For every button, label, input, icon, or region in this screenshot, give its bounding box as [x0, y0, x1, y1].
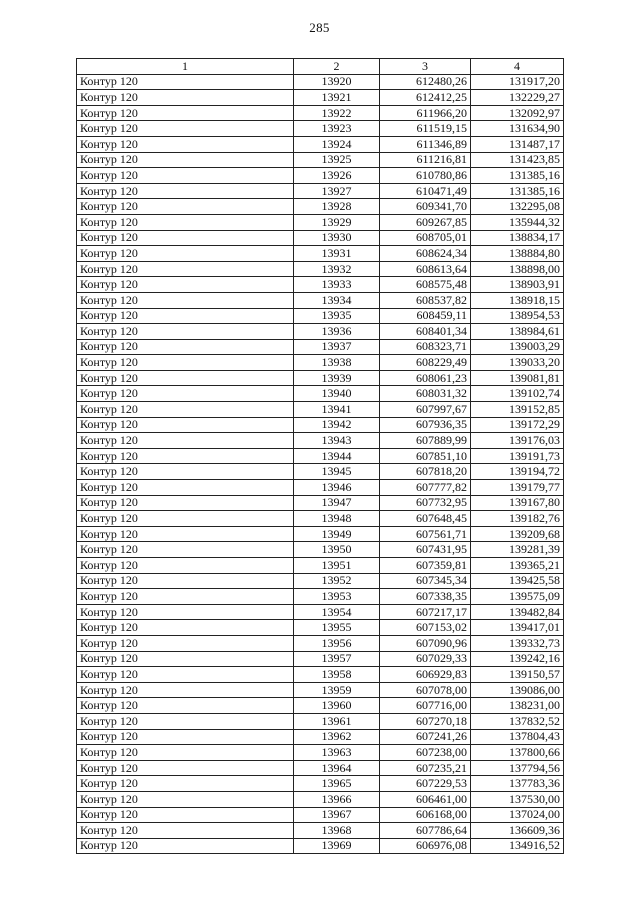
point-number-cell: 13947 [294, 495, 380, 511]
point-number-cell: 13960 [294, 698, 380, 714]
point-number-cell: 13943 [294, 433, 380, 449]
point-number-cell: 13938 [294, 355, 380, 371]
x-coordinate-cell: 612412,25 [380, 90, 471, 106]
point-number-cell: 13946 [294, 480, 380, 496]
y-coordinate-cell: 135944,32 [471, 214, 564, 230]
point-number-cell: 13949 [294, 526, 380, 542]
table-row [77, 542, 564, 558]
table-row [77, 526, 564, 542]
point-number-cell: 13925 [294, 152, 380, 168]
y-coordinate-cell: 137530,00 [471, 791, 564, 807]
point-number-cell: 13948 [294, 511, 380, 527]
y-coordinate-cell: 137832,52 [471, 713, 564, 729]
table-row [77, 823, 564, 839]
column-header-1: 1 [77, 59, 294, 75]
point-number-cell: 13958 [294, 667, 380, 683]
contour-name-cell: Контур 120 [77, 121, 294, 137]
contour-name-cell: Контур 120 [77, 199, 294, 215]
x-coordinate-cell: 612480,26 [380, 74, 471, 90]
x-coordinate-cell: 609341,70 [380, 199, 471, 215]
y-coordinate-cell: 139003,29 [471, 339, 564, 355]
x-coordinate-cell: 609267,85 [380, 214, 471, 230]
y-coordinate-cell: 139152,85 [471, 402, 564, 418]
page-number: 285 [309, 20, 330, 35]
table-row [77, 589, 564, 605]
y-coordinate-cell: 139332,73 [471, 635, 564, 651]
table-row [77, 495, 564, 511]
x-coordinate-cell: 607229,53 [380, 776, 471, 792]
contour-name-cell: Контур 120 [77, 324, 294, 340]
point-number-cell: 13941 [294, 402, 380, 418]
point-number-cell: 13957 [294, 651, 380, 667]
table-row [77, 776, 564, 792]
x-coordinate-cell: 611216,81 [380, 152, 471, 168]
y-coordinate-cell: 138898,00 [471, 261, 564, 277]
contour-name-cell: Контур 120 [77, 542, 294, 558]
x-coordinate-cell: 608061,23 [380, 370, 471, 386]
contour-name-cell: Контур 120 [77, 74, 294, 90]
x-coordinate-cell: 607090,96 [380, 635, 471, 651]
x-coordinate-cell: 607786,64 [380, 823, 471, 839]
point-number-cell: 13927 [294, 183, 380, 199]
contour-name-cell: Контур 120 [77, 152, 294, 168]
point-number-cell: 13932 [294, 261, 380, 277]
point-number-cell: 13963 [294, 745, 380, 761]
column-header-2: 2 [294, 59, 380, 75]
table-row [77, 339, 564, 355]
x-coordinate-cell: 608459,11 [380, 308, 471, 324]
table-row [77, 105, 564, 121]
table-row [77, 667, 564, 683]
contour-name-cell: Контур 120 [77, 698, 294, 714]
x-coordinate-cell: 607851,10 [380, 448, 471, 464]
point-number-cell: 13931 [294, 246, 380, 262]
table-row [77, 386, 564, 402]
contour-name-cell: Контур 120 [77, 308, 294, 324]
x-coordinate-cell: 611346,89 [380, 136, 471, 152]
y-coordinate-cell: 138954,53 [471, 308, 564, 324]
coordinates-table [76, 58, 564, 854]
contour-name-cell: Контур 120 [77, 105, 294, 121]
x-coordinate-cell: 607359,81 [380, 558, 471, 574]
table-row [77, 651, 564, 667]
point-number-cell: 13920 [294, 74, 380, 90]
table-row [77, 261, 564, 277]
x-coordinate-cell: 608705,01 [380, 230, 471, 246]
contour-name-cell: Контур 120 [77, 651, 294, 667]
x-coordinate-cell: 608613,64 [380, 261, 471, 277]
table-row [77, 838, 564, 854]
point-number-cell: 13921 [294, 90, 380, 106]
y-coordinate-cell: 139191,73 [471, 448, 564, 464]
point-number-cell: 13961 [294, 713, 380, 729]
contour-name-cell: Контур 120 [77, 776, 294, 792]
y-coordinate-cell: 137024,00 [471, 807, 564, 823]
x-coordinate-cell: 607241,26 [380, 729, 471, 745]
y-coordinate-cell: 132295,08 [471, 199, 564, 215]
table-row [77, 698, 564, 714]
contour-name-cell: Контур 120 [77, 620, 294, 636]
y-coordinate-cell: 139575,09 [471, 589, 564, 605]
point-number-cell: 13969 [294, 838, 380, 854]
contour-name-cell: Контур 120 [77, 277, 294, 293]
x-coordinate-cell: 607235,21 [380, 760, 471, 776]
contour-name-cell: Контур 120 [77, 682, 294, 698]
x-coordinate-cell: 610780,86 [380, 168, 471, 184]
contour-name-cell: Контур 120 [77, 713, 294, 729]
x-coordinate-cell: 608537,82 [380, 292, 471, 308]
point-number-cell: 13926 [294, 168, 380, 184]
point-number-cell: 13962 [294, 729, 380, 745]
table-row [77, 152, 564, 168]
contour-name-cell: Контур 120 [77, 604, 294, 620]
y-coordinate-cell: 137783,36 [471, 776, 564, 792]
table-row [77, 745, 564, 761]
x-coordinate-cell: 607338,35 [380, 589, 471, 605]
table-row [77, 136, 564, 152]
contour-name-cell: Контур 120 [77, 480, 294, 496]
point-number-cell: 13945 [294, 464, 380, 480]
point-number-cell: 13923 [294, 121, 380, 137]
table-row [77, 183, 564, 199]
y-coordinate-cell: 139176,03 [471, 433, 564, 449]
contour-name-cell: Контур 120 [77, 495, 294, 511]
contour-name-cell: Контур 120 [77, 838, 294, 854]
y-coordinate-cell: 139482,84 [471, 604, 564, 620]
x-coordinate-cell: 607777,82 [380, 480, 471, 496]
contour-name-cell: Контур 120 [77, 635, 294, 651]
contour-name-cell: Контур 120 [77, 292, 294, 308]
point-number-cell: 13922 [294, 105, 380, 121]
contour-name-cell: Контур 120 [77, 760, 294, 776]
point-number-cell: 13936 [294, 324, 380, 340]
point-number-cell: 13940 [294, 386, 380, 402]
y-coordinate-cell: 138918,15 [471, 292, 564, 308]
table-body [77, 74, 564, 854]
point-number-cell: 13935 [294, 308, 380, 324]
contour-name-cell: Контур 120 [77, 214, 294, 230]
y-coordinate-cell: 137804,43 [471, 729, 564, 745]
table-row [77, 277, 564, 293]
table-row [77, 74, 564, 90]
y-coordinate-cell: 137800,66 [471, 745, 564, 761]
contour-name-cell: Контур 120 [77, 370, 294, 386]
point-number-cell: 13924 [294, 136, 380, 152]
contour-name-cell: Контур 120 [77, 168, 294, 184]
point-number-cell: 13937 [294, 339, 380, 355]
header-row [77, 59, 564, 75]
x-coordinate-cell: 607153,02 [380, 620, 471, 636]
column-header-3: 3 [380, 59, 471, 75]
y-coordinate-cell: 139033,20 [471, 355, 564, 371]
table-row [77, 121, 564, 137]
table-row [77, 402, 564, 418]
point-number-cell: 13952 [294, 573, 380, 589]
x-coordinate-cell: 607345,34 [380, 573, 471, 589]
contour-name-cell: Контур 120 [77, 402, 294, 418]
contour-name-cell: Контур 120 [77, 729, 294, 745]
table-row [77, 292, 564, 308]
contour-name-cell: Контур 120 [77, 261, 294, 277]
contour-name-cell: Контур 120 [77, 355, 294, 371]
contour-name-cell: Контур 120 [77, 183, 294, 199]
contour-name-cell: Контур 120 [77, 573, 294, 589]
x-coordinate-cell: 608229,49 [380, 355, 471, 371]
x-coordinate-cell: 607997,67 [380, 402, 471, 418]
table-row [77, 791, 564, 807]
table-row [77, 464, 564, 480]
table-row [77, 713, 564, 729]
x-coordinate-cell: 606929,83 [380, 667, 471, 683]
contour-name-cell: Контур 120 [77, 417, 294, 433]
contour-name-cell: Контур 120 [77, 136, 294, 152]
x-coordinate-cell: 608401,34 [380, 324, 471, 340]
x-coordinate-cell: 607936,35 [380, 417, 471, 433]
contour-name-cell: Контур 120 [77, 745, 294, 761]
contour-name-cell: Контур 120 [77, 511, 294, 527]
y-coordinate-cell: 138231,00 [471, 698, 564, 714]
table-row [77, 480, 564, 496]
contour-name-cell: Контур 120 [77, 464, 294, 480]
point-number-cell: 13956 [294, 635, 380, 651]
contour-name-cell: Контур 120 [77, 823, 294, 839]
y-coordinate-cell: 139081,81 [471, 370, 564, 386]
contour-name-cell: Контур 120 [77, 433, 294, 449]
y-coordinate-cell: 131423,85 [471, 152, 564, 168]
table-row [77, 729, 564, 745]
point-number-cell: 13959 [294, 682, 380, 698]
y-coordinate-cell: 139417,01 [471, 620, 564, 636]
y-coordinate-cell: 139209,68 [471, 526, 564, 542]
y-coordinate-cell: 131487,17 [471, 136, 564, 152]
contour-name-cell: Контур 120 [77, 791, 294, 807]
table-row [77, 90, 564, 106]
table-row [77, 448, 564, 464]
table-row [77, 620, 564, 636]
x-coordinate-cell: 607889,99 [380, 433, 471, 449]
contour-name-cell: Контур 120 [77, 558, 294, 574]
point-number-cell: 13930 [294, 230, 380, 246]
y-coordinate-cell: 139102,74 [471, 386, 564, 402]
x-coordinate-cell: 608031,32 [380, 386, 471, 402]
table-row [77, 558, 564, 574]
y-coordinate-cell: 131917,20 [471, 74, 564, 90]
table-row [77, 214, 564, 230]
y-coordinate-cell: 139086,00 [471, 682, 564, 698]
x-coordinate-cell: 607078,00 [380, 682, 471, 698]
point-number-cell: 13944 [294, 448, 380, 464]
y-coordinate-cell: 139150,57 [471, 667, 564, 683]
contour-name-cell: Контур 120 [77, 386, 294, 402]
table-row [77, 760, 564, 776]
point-number-cell: 13950 [294, 542, 380, 558]
contour-name-cell: Контур 120 [77, 246, 294, 262]
table-row [77, 417, 564, 433]
y-coordinate-cell: 138884,80 [471, 246, 564, 262]
contour-name-cell: Контур 120 [77, 667, 294, 683]
contour-name-cell: Контур 120 [77, 807, 294, 823]
point-number-cell: 13928 [294, 199, 380, 215]
point-number-cell: 13939 [294, 370, 380, 386]
table-row [77, 370, 564, 386]
point-number-cell: 13934 [294, 292, 380, 308]
table-row [77, 168, 564, 184]
y-coordinate-cell: 139172,29 [471, 417, 564, 433]
table-row [77, 230, 564, 246]
table-row [77, 573, 564, 589]
x-coordinate-cell: 611966,20 [380, 105, 471, 121]
contour-name-cell: Контур 120 [77, 526, 294, 542]
table-row [77, 246, 564, 262]
y-coordinate-cell: 137794,56 [471, 760, 564, 776]
contour-name-cell: Контур 120 [77, 589, 294, 605]
y-coordinate-cell: 139425,58 [471, 573, 564, 589]
y-coordinate-cell: 139281,39 [471, 542, 564, 558]
y-coordinate-cell: 136609,36 [471, 823, 564, 839]
x-coordinate-cell: 607431,95 [380, 542, 471, 558]
y-coordinate-cell: 139242,16 [471, 651, 564, 667]
y-coordinate-cell: 138834,17 [471, 230, 564, 246]
y-coordinate-cell: 139182,76 [471, 511, 564, 527]
y-coordinate-cell: 131385,16 [471, 183, 564, 199]
x-coordinate-cell: 606976,08 [380, 838, 471, 854]
y-coordinate-cell: 139365,21 [471, 558, 564, 574]
contour-name-cell: Контур 120 [77, 448, 294, 464]
table-row [77, 355, 564, 371]
point-number-cell: 13965 [294, 776, 380, 792]
y-coordinate-cell: 131385,16 [471, 168, 564, 184]
x-coordinate-cell: 607818,20 [380, 464, 471, 480]
table-header [77, 59, 564, 75]
contour-name-cell: Контур 120 [77, 230, 294, 246]
y-coordinate-cell: 138903,91 [471, 277, 564, 293]
x-coordinate-cell: 606168,00 [380, 807, 471, 823]
x-coordinate-cell: 608323,71 [380, 339, 471, 355]
table-row [77, 433, 564, 449]
point-number-cell: 13954 [294, 604, 380, 620]
x-coordinate-cell: 608624,34 [380, 246, 471, 262]
point-number-cell: 13967 [294, 807, 380, 823]
table-row [77, 511, 564, 527]
x-coordinate-cell: 607238,00 [380, 745, 471, 761]
y-coordinate-cell: 139179,77 [471, 480, 564, 496]
x-coordinate-cell: 611519,15 [380, 121, 471, 137]
x-coordinate-cell: 606461,00 [380, 791, 471, 807]
point-number-cell: 13933 [294, 277, 380, 293]
y-coordinate-cell: 139194,72 [471, 464, 564, 480]
point-number-cell: 13966 [294, 791, 380, 807]
table-row [77, 635, 564, 651]
table-row [77, 807, 564, 823]
x-coordinate-cell: 607732,95 [380, 495, 471, 511]
x-coordinate-cell: 607648,45 [380, 511, 471, 527]
y-coordinate-cell: 132092,97 [471, 105, 564, 121]
x-coordinate-cell: 610471,49 [380, 183, 471, 199]
point-number-cell: 13951 [294, 558, 380, 574]
table-row [77, 324, 564, 340]
y-coordinate-cell: 138984,61 [471, 324, 564, 340]
contour-name-cell: Контур 120 [77, 90, 294, 106]
x-coordinate-cell: 607716,00 [380, 698, 471, 714]
table-row [77, 604, 564, 620]
y-coordinate-cell: 139167,80 [471, 495, 564, 511]
point-number-cell: 13953 [294, 589, 380, 605]
point-number-cell: 13955 [294, 620, 380, 636]
x-coordinate-cell: 607270,18 [380, 713, 471, 729]
table-row [77, 682, 564, 698]
table-row [77, 308, 564, 324]
y-coordinate-cell: 134916,52 [471, 838, 564, 854]
point-number-cell: 13942 [294, 417, 380, 433]
x-coordinate-cell: 607217,17 [380, 604, 471, 620]
x-coordinate-cell: 607029,33 [380, 651, 471, 667]
table-row [77, 199, 564, 215]
x-coordinate-cell: 608575,48 [380, 277, 471, 293]
y-coordinate-cell: 131634,90 [471, 121, 564, 137]
contour-name-cell: Контур 120 [77, 339, 294, 355]
column-header-4: 4 [471, 59, 564, 75]
point-number-cell: 13964 [294, 760, 380, 776]
x-coordinate-cell: 607561,71 [380, 526, 471, 542]
point-number-cell: 13968 [294, 823, 380, 839]
point-number-cell: 13929 [294, 214, 380, 230]
y-coordinate-cell: 132229,27 [471, 90, 564, 106]
